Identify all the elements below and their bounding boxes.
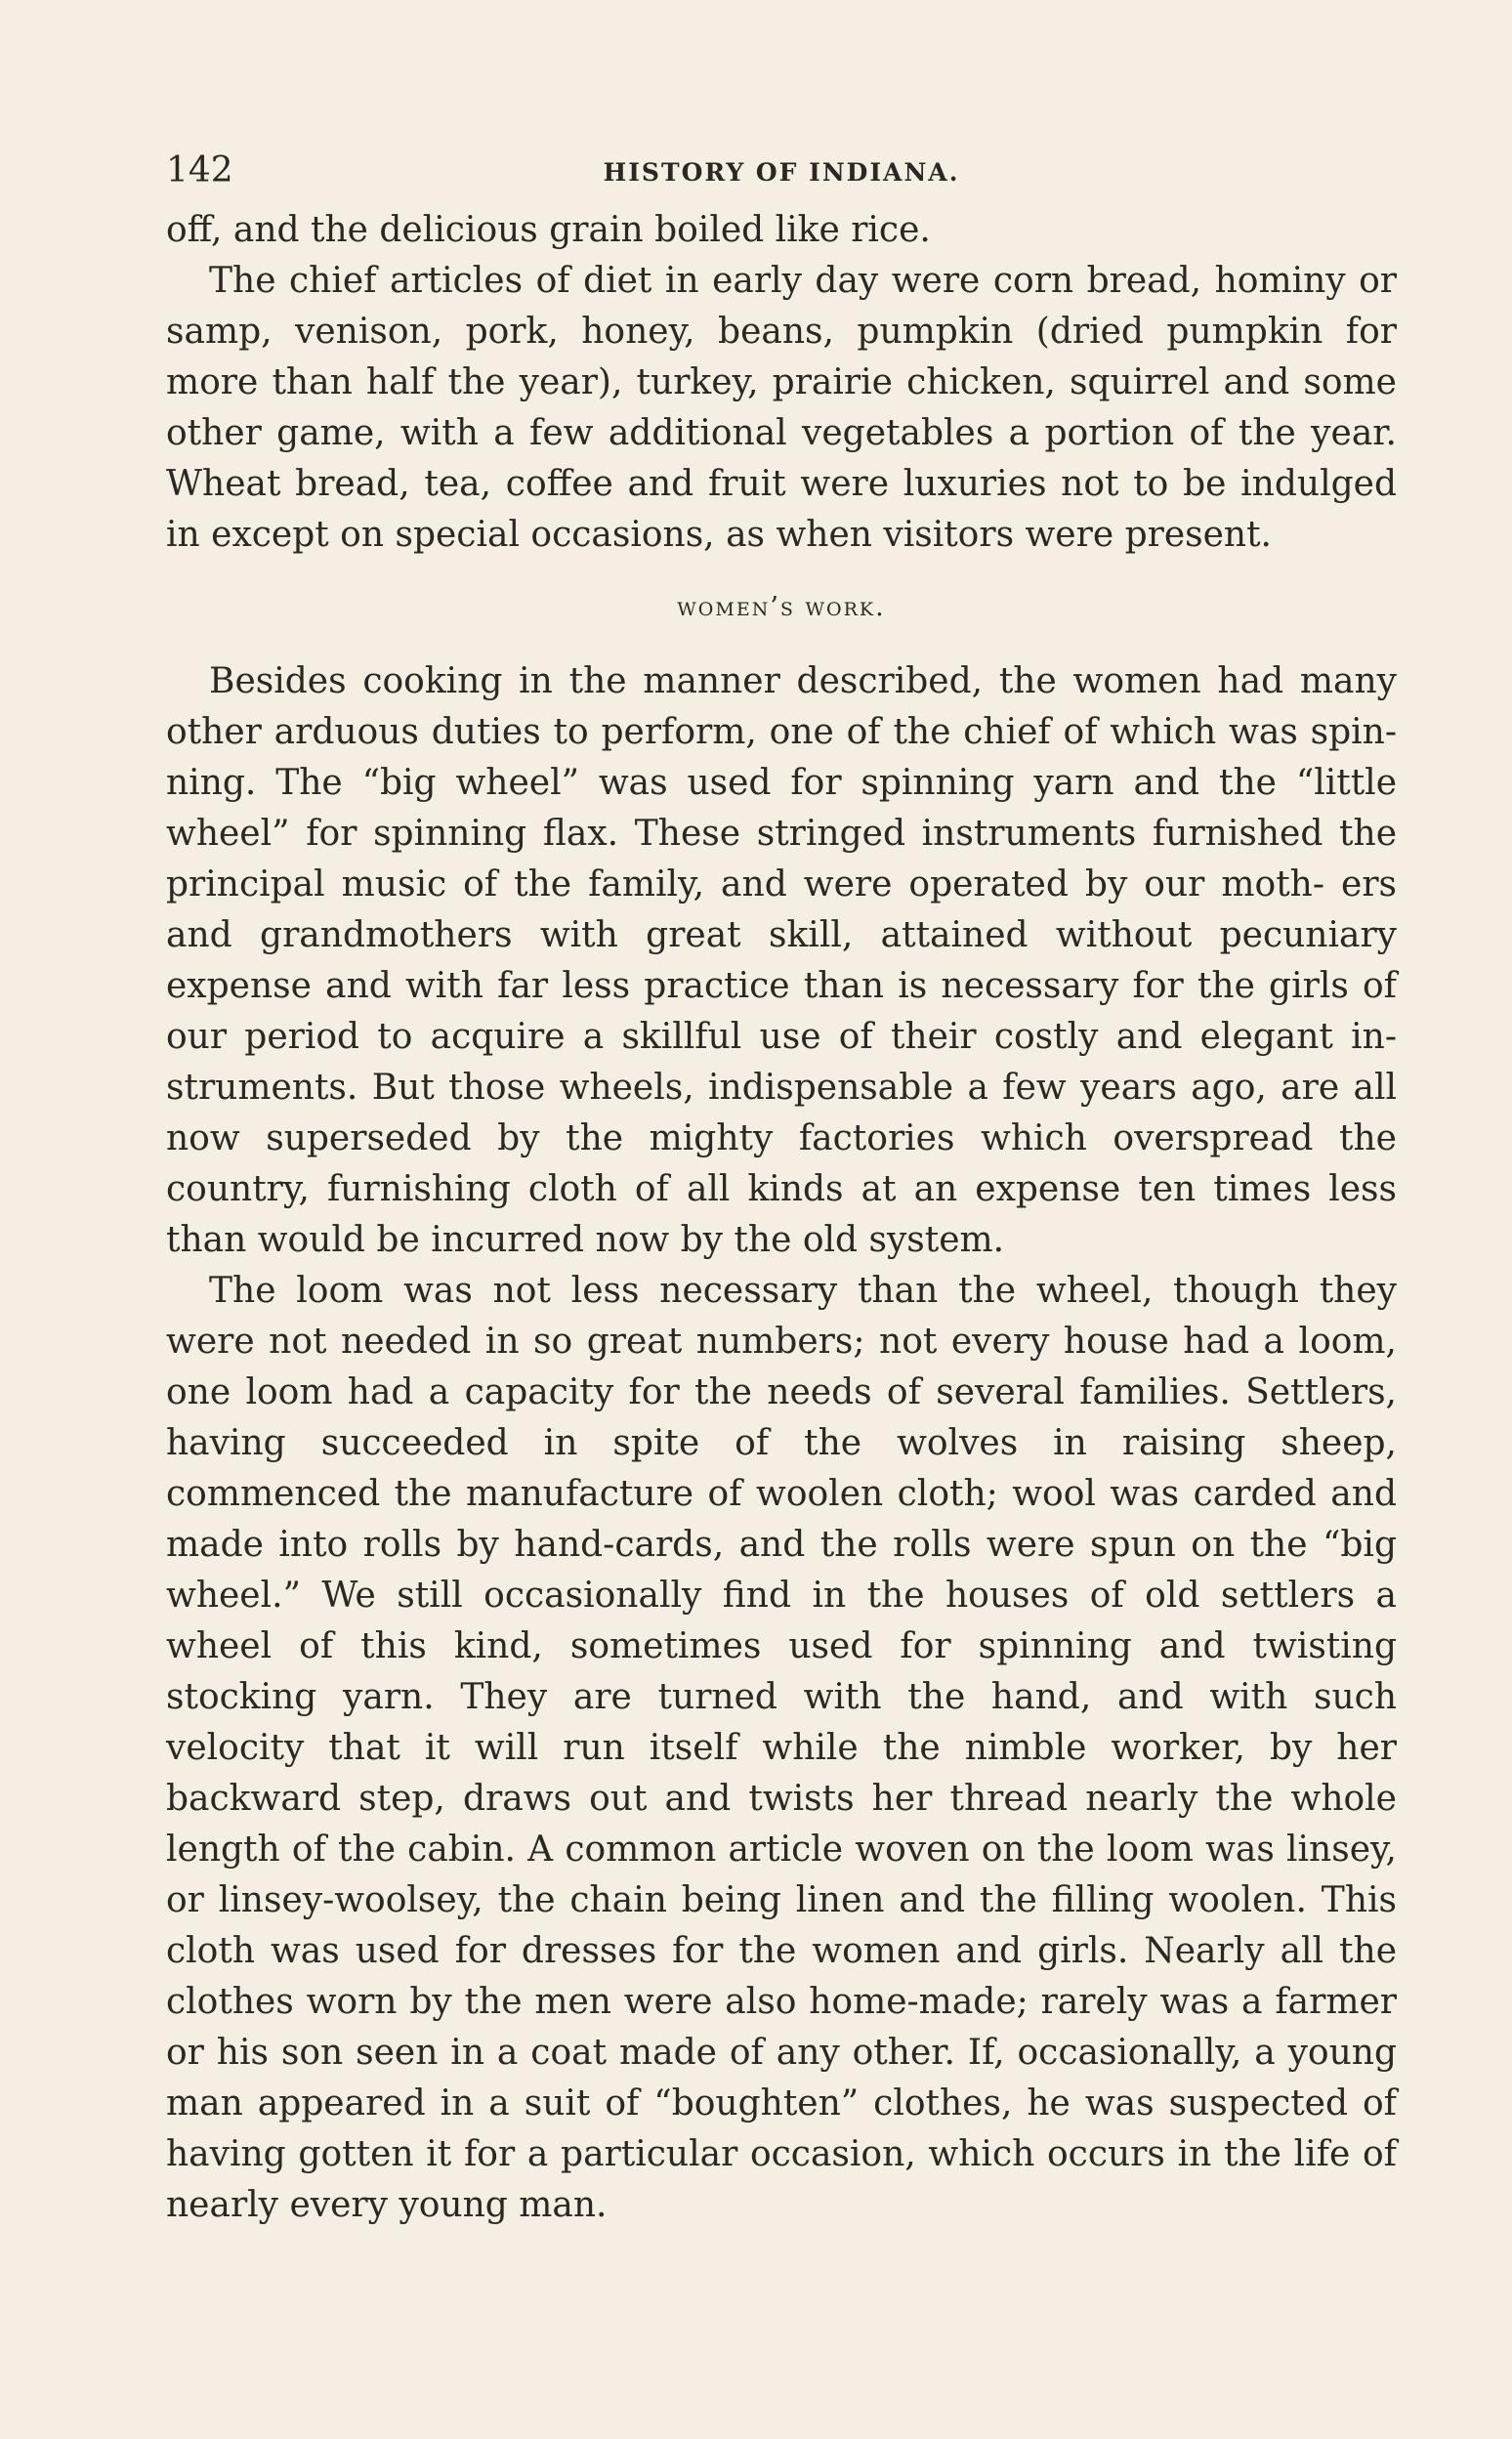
- paragraph-continuation: off, and the delicious grain boiled like rice.: [166, 210, 931, 250]
- book-page: [166, 147, 1397, 2231]
- running-title: HISTORY OF INDIANA.: [603, 158, 960, 187]
- section-heading: women’s work.: [677, 592, 886, 622]
- paragraph-spinning: Besides cooking in the manner described, the women had many other arduous duties to perform, one of the chief of which was spin- ning. The “big wheel” was used for spinning yarn and the “little wheel” for spinning flax. These stringed instruments furnished the principal music of the family, and were operated by our moth- ers and grandmothers with great skill, attained without pecuniary expense and with far less practice than is necessary for the girls of our period to acquire a skillful use of their costly and elegant in- struments. But those wheels, indispensable a few years ago, are all now superseded by the mighty factories which overspread the country, furnishing cloth of all kinds at an expense ten times less than would be incurred now by the old system.: [166, 661, 1397, 1260]
- paragraph-loom: The loom was not less necessary than the wheel, though they were not needed in so great numbers; not every house had a loom, one loom had a capacity for the needs of several families. Settlers, having succeeded in spite of the wolves in raising sheep, commenced the manufacture of woolen cloth; wool was carded and made into rolls by hand-cards, and the rolls were spun on the “big wheel.” We still occasionally find in the houses of old settlers a wheel of this kind, sometimes used for spinning and twisting stocking yarn. They are turned with the hand, and with such velocity that it will run itself while the nimble worker, by her backward step, draws out and twists her thread nearly the whole length of the cabin. A common article woven on the loom was linsey, or linsey-woolsey, the chain being linen and the filling woolen. This cloth was used for dresses for the women and girls. Nearly all the clothes worn by the men were also home-made; rarely was a farmer or his son seen in a coat made of any other. If, occasionally, a young man appeared in a suit of “boughten” clothes, he was suspected of having gotten it for a particular occasion, which occurs in the life of nearly every young man.: [166, 1271, 1397, 2225]
- page-number: 142: [166, 150, 233, 190]
- running-head: [166, 147, 1397, 205]
- paragraph-diet: The chief articles of diet in early day were corn bread, hominy or samp, venison, pork, honey, beans, pumpkin (dried pumpkin for more than half the year), turkey, prairie chicken, squirrel and some other game, with a few additional vegetables a portion of the year. Wheat bread, tea, coffee and fruit were luxuries not to be indulged in except on special occasions, as when visitors were present.: [166, 261, 1397, 555]
